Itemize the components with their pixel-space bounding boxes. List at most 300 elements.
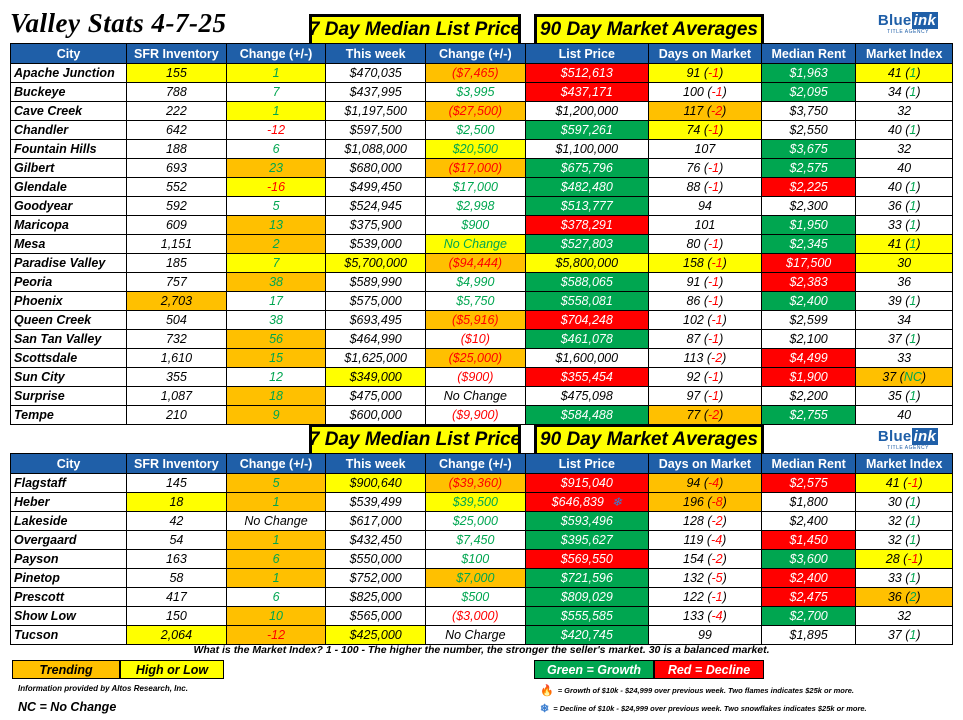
median-rent-cell: $2,300: [761, 197, 856, 216]
list-price-cell: $513,777: [525, 197, 648, 216]
price-change-cell: ($900): [426, 368, 526, 387]
table-row: [11, 493, 953, 512]
this-week-price-cell: $524,945: [326, 197, 426, 216]
price-change-cell: No Change: [426, 235, 526, 254]
price-change-cell: ($5,916): [426, 311, 526, 330]
sfr-inventory-cell: 18: [127, 493, 227, 512]
table-row: [11, 550, 953, 569]
this-week-price-cell: $375,900: [326, 216, 426, 235]
this-week-price-cell: $900,640: [326, 474, 426, 493]
list-price-cell: $597,261: [525, 121, 648, 140]
sfr-inventory-cell: 732: [127, 330, 227, 349]
days-on-market-cell: 92 (-1): [648, 368, 761, 387]
sfr-inventory-cell: 58: [127, 569, 227, 588]
sfr-inventory-cell: 1,610: [127, 349, 227, 368]
city-cell: Fountain Hills: [11, 140, 127, 159]
valley-stats-table: [10, 43, 953, 425]
days-on-market-cell: 100 (-1): [648, 83, 761, 102]
price-change-cell: No Change: [426, 387, 526, 406]
market-index-cell: 36 (2): [856, 588, 953, 607]
city-cell: Glendale: [11, 178, 127, 197]
this-week-price-cell: $575,000: [326, 292, 426, 311]
table-row: [11, 607, 953, 626]
list-price-cell: $704,248: [525, 311, 648, 330]
this-week-price-cell: $539,000: [326, 235, 426, 254]
days-on-market-cell: 91 (-1): [648, 273, 761, 292]
median-rent-cell: $2,550: [761, 121, 856, 140]
sfr-inventory-cell: 210: [127, 406, 227, 425]
column-header: List Price: [525, 454, 648, 474]
days-on-market-cell: 113 (-2): [648, 349, 761, 368]
inventory-change-cell: 23: [226, 159, 326, 178]
column-header: Change (+/-): [426, 454, 526, 474]
sfr-inventory-cell: 1,151: [127, 235, 227, 254]
inventory-change-cell: -12: [226, 626, 326, 645]
days-on-market-cell: 154 (-2): [648, 550, 761, 569]
city-cell: Maricopa: [11, 216, 127, 235]
median-rent-cell: $1,950: [761, 216, 856, 235]
price-change-cell: $39,500: [426, 493, 526, 512]
table-row: [11, 311, 953, 330]
inventory-change-cell: 5: [226, 474, 326, 493]
this-week-price-cell: $1,088,000: [326, 140, 426, 159]
median-rent-cell: $1,895: [761, 626, 856, 645]
median-rent-cell: $2,095: [761, 83, 856, 102]
sfr-inventory-cell: 150: [127, 607, 227, 626]
market-index-cell: 32: [856, 140, 953, 159]
column-header: Change (+/-): [226, 454, 326, 474]
column-header: Days on Market: [648, 454, 761, 474]
median-rent-cell: $17,500: [761, 254, 856, 273]
snowflake-icon: ❄: [540, 703, 550, 715]
price-change-cell: ($10): [426, 330, 526, 349]
market-index-cell: 30 (1): [856, 493, 953, 512]
list-price-cell: $584,488: [525, 406, 648, 425]
city-cell: Peoria: [11, 273, 127, 292]
table-row: [11, 235, 953, 254]
table-row: [11, 121, 953, 140]
inventory-change-cell: -16: [226, 178, 326, 197]
price-change-cell: ($39,360): [426, 474, 526, 493]
table-row: [11, 140, 953, 159]
city-cell: Payson: [11, 550, 127, 569]
city-cell: Flagstaff: [11, 474, 127, 493]
sfr-inventory-cell: 417: [127, 588, 227, 607]
city-cell: Lakeside: [11, 512, 127, 531]
this-week-price-cell: $464,990: [326, 330, 426, 349]
list-price-cell: $593,496: [525, 512, 648, 531]
table-row: [11, 216, 953, 235]
days-on-market-cell: 122 (-1): [648, 588, 761, 607]
trending-legend: Trending: [12, 660, 120, 679]
table-row: [11, 349, 953, 368]
median-rent-cell: $4,499: [761, 349, 856, 368]
inventory-change-cell: 1: [226, 493, 326, 512]
growth-note: 🔥 = Growth of $10k - $24,999 over previous week. Two flames indicates $25k or more.: [540, 685, 855, 697]
days-on-market-cell: 86 (-1): [648, 292, 761, 311]
sfr-inventory-cell: 42: [127, 512, 227, 531]
this-week-price-cell: $589,990: [326, 273, 426, 292]
market-index-cell: 32: [856, 102, 953, 121]
price-change-cell: $5,750: [426, 292, 526, 311]
list-price-cell: $420,745: [525, 626, 648, 645]
this-week-price-cell: $432,450: [326, 531, 426, 550]
days-on-market-cell: 128 (-2): [648, 512, 761, 531]
market-index-cell: 32: [856, 607, 953, 626]
table-row: [11, 83, 953, 102]
ninety-day-header-bottom: 90 Day Market Averages: [534, 424, 764, 456]
column-header: Change (+/-): [426, 44, 526, 64]
city-cell: Scottsdale: [11, 349, 127, 368]
days-on-market-cell: 101: [648, 216, 761, 235]
market-index-cell: 37 (1): [856, 330, 953, 349]
blue-ink-logo-bottom: Blue ink TITLE AGENCY: [877, 428, 937, 451]
list-price-cell: $915,040: [525, 474, 648, 493]
days-on-market-cell: 91 (-1): [648, 64, 761, 83]
sfr-inventory-cell: 504: [127, 311, 227, 330]
sfr-inventory-cell: 552: [127, 178, 227, 197]
market-index-cell: 34: [856, 311, 953, 330]
inventory-change-cell: 38: [226, 273, 326, 292]
city-cell: Buckeye: [11, 83, 127, 102]
table-row: [11, 254, 953, 273]
green-growth-legend: Green = Growth: [534, 660, 654, 679]
this-week-price-cell: $470,035: [326, 64, 426, 83]
days-on-market-cell: 76 (-1): [648, 159, 761, 178]
this-week-price-cell: $499,450: [326, 178, 426, 197]
price-change-cell: $500: [426, 588, 526, 607]
column-header: Median Rent: [761, 454, 856, 474]
price-change-cell: ($94,444): [426, 254, 526, 273]
seven-day-header-bottom: 7 Day Median List Price: [309, 424, 521, 456]
city-cell: Queen Creek: [11, 311, 127, 330]
table-row: [11, 273, 953, 292]
price-change-cell: $100: [426, 550, 526, 569]
this-week-price-cell: $617,000: [326, 512, 426, 531]
inventory-change-cell: 1: [226, 64, 326, 83]
list-price-cell: $646,839 ❄: [525, 493, 648, 512]
table-row: [11, 512, 953, 531]
median-rent-cell: $2,200: [761, 387, 856, 406]
inventory-change-cell: 13: [226, 216, 326, 235]
inventory-change-cell: 18: [226, 387, 326, 406]
column-header: This week: [326, 44, 426, 64]
city-cell: Overgaard: [11, 531, 127, 550]
market-index-cell: 36 (1): [856, 197, 953, 216]
list-price-cell: $588,065: [525, 273, 648, 292]
inventory-change-cell: 2: [226, 235, 326, 254]
inventory-change-cell: 6: [226, 140, 326, 159]
market-index-cell: 28 (-1): [856, 550, 953, 569]
market-index-cell: 34 (1): [856, 83, 953, 102]
sfr-inventory-cell: 693: [127, 159, 227, 178]
this-week-price-cell: $437,995: [326, 83, 426, 102]
sfr-inventory-cell: 188: [127, 140, 227, 159]
this-week-price-cell: $5,700,000: [326, 254, 426, 273]
city-cell: Sun City: [11, 368, 127, 387]
days-on-market-cell: 117 (-2): [648, 102, 761, 121]
list-price-cell: $569,550: [525, 550, 648, 569]
days-on-market-cell: 74 (-1): [648, 121, 761, 140]
table-row: [11, 64, 953, 83]
market-index-cell: 40: [856, 406, 953, 425]
column-header: SFR Inventory: [127, 44, 227, 64]
price-change-cell: ($7,465): [426, 64, 526, 83]
header-row: [11, 454, 953, 474]
median-rent-cell: $2,755: [761, 406, 856, 425]
median-rent-cell: $2,700: [761, 607, 856, 626]
median-rent-cell: $2,400: [761, 512, 856, 531]
price-change-cell: ($25,000): [426, 349, 526, 368]
inventory-change-cell: 5: [226, 197, 326, 216]
nc-legend: NC = No Change: [18, 700, 117, 714]
price-change-cell: $20,500: [426, 140, 526, 159]
market-index-cell: 35 (1): [856, 387, 953, 406]
median-rent-cell: $2,475: [761, 588, 856, 607]
high-low-legend: High or Low: [120, 660, 224, 679]
list-price-cell: $721,596: [525, 569, 648, 588]
sfr-inventory-cell: 757: [127, 273, 227, 292]
blue-ink-logo-top: Blue ink TITLE AGENCY: [877, 12, 937, 35]
list-price-cell: $461,078: [525, 330, 648, 349]
days-on-market-cell: 97 (-1): [648, 387, 761, 406]
list-price-cell: $558,081: [525, 292, 648, 311]
city-cell: Surprise: [11, 387, 127, 406]
city-cell: Apache Junction: [11, 64, 127, 83]
market-index-cell: 41 (-1): [856, 474, 953, 493]
table-row: [11, 330, 953, 349]
sfr-inventory-cell: 2,703: [127, 292, 227, 311]
column-header: List Price: [525, 44, 648, 64]
list-price-cell: $437,171: [525, 83, 648, 102]
price-change-cell: ($9,900): [426, 406, 526, 425]
list-price-cell: $1,100,000: [525, 140, 648, 159]
table-row: [11, 368, 953, 387]
median-rent-cell: $1,900: [761, 368, 856, 387]
page-title: Valley Stats 4-7-25: [10, 8, 227, 38]
table-row: [11, 102, 953, 121]
median-rent-cell: $2,400: [761, 292, 856, 311]
sfr-inventory-cell: 609: [127, 216, 227, 235]
city-cell: Tempe: [11, 406, 127, 425]
table-row: [11, 531, 953, 550]
sfr-inventory-cell: 1,087: [127, 387, 227, 406]
sfr-inventory-cell: 145: [127, 474, 227, 493]
days-on-market-cell: 102 (-1): [648, 311, 761, 330]
data-source-note: Information provided by Altos Research, Inc.: [18, 684, 188, 693]
inventory-change-cell: 1: [226, 569, 326, 588]
this-week-price-cell: $680,000: [326, 159, 426, 178]
flame-icon: 🔥: [540, 685, 554, 697]
sfr-inventory-cell: 54: [127, 531, 227, 550]
market-index-explanation: What is the Market Index? 1 - 100 - The higher the number, the stronger the seller's market. 30 is a balanced market.: [193, 644, 770, 656]
table-row: [11, 178, 953, 197]
inventory-change-cell: 56: [226, 330, 326, 349]
table-row: [11, 197, 953, 216]
sfr-inventory-cell: 355: [127, 368, 227, 387]
market-index-cell: 30: [856, 254, 953, 273]
median-rent-cell: $2,100: [761, 330, 856, 349]
table-row: [11, 474, 953, 493]
inventory-change-cell: 17: [226, 292, 326, 311]
list-price-cell: $395,627: [525, 531, 648, 550]
list-price-cell: $378,291: [525, 216, 648, 235]
days-on-market-cell: 158 (-1): [648, 254, 761, 273]
column-header: SFR Inventory: [127, 454, 227, 474]
price-change-cell: $17,000: [426, 178, 526, 197]
median-rent-cell: $2,225: [761, 178, 856, 197]
inventory-change-cell: 15: [226, 349, 326, 368]
list-price-cell: $475,098: [525, 387, 648, 406]
median-rent-cell: $2,599: [761, 311, 856, 330]
median-rent-cell: $1,450: [761, 531, 856, 550]
city-cell: Heber: [11, 493, 127, 512]
list-price-cell: $512,613: [525, 64, 648, 83]
inventory-change-cell: 9: [226, 406, 326, 425]
price-change-cell: No Charge: [426, 626, 526, 645]
this-week-price-cell: $752,000: [326, 569, 426, 588]
column-header: Change (+/-): [226, 44, 326, 64]
days-on-market-cell: 80 (-1): [648, 235, 761, 254]
header-row: [11, 44, 953, 64]
median-rent-cell: $3,750: [761, 102, 856, 121]
days-on-market-cell: 132 (-5): [648, 569, 761, 588]
price-change-cell: ($27,500): [426, 102, 526, 121]
list-price-cell: $809,029: [525, 588, 648, 607]
column-header: Market Index: [856, 454, 953, 474]
market-index-cell: 33 (1): [856, 569, 953, 588]
inventory-change-cell: 6: [226, 588, 326, 607]
table-row: [11, 387, 953, 406]
market-index-cell: 37 (NC): [856, 368, 953, 387]
city-cell: Cave Creek: [11, 102, 127, 121]
list-price-cell: $5,800,000: [525, 254, 648, 273]
market-index-cell: 33: [856, 349, 953, 368]
median-rent-cell: $1,963: [761, 64, 856, 83]
price-change-cell: $7,450: [426, 531, 526, 550]
price-change-cell: ($3,000): [426, 607, 526, 626]
column-header: Median Rent: [761, 44, 856, 64]
inventory-change-cell: 38: [226, 311, 326, 330]
price-change-cell: ($17,000): [426, 159, 526, 178]
market-index-cell: 33 (1): [856, 216, 953, 235]
this-week-price-cell: $539,499: [326, 493, 426, 512]
this-week-price-cell: $425,000: [326, 626, 426, 645]
column-header: City: [11, 44, 127, 64]
this-week-price-cell: $550,000: [326, 550, 426, 569]
price-change-cell: $7,000: [426, 569, 526, 588]
market-index-cell: 32 (1): [856, 531, 953, 550]
table-row: [11, 569, 953, 588]
table-row: [11, 292, 953, 311]
days-on-market-cell: 94 (-4): [648, 474, 761, 493]
median-rent-cell: $2,575: [761, 474, 856, 493]
city-cell: Phoenix: [11, 292, 127, 311]
city-cell: Prescott: [11, 588, 127, 607]
city-cell: Mesa: [11, 235, 127, 254]
market-index-cell: 40 (1): [856, 178, 953, 197]
market-index-cell: 41 (1): [856, 64, 953, 83]
inventory-change-cell: No Change: [226, 512, 326, 531]
list-price-cell: $527,803: [525, 235, 648, 254]
sfr-inventory-cell: 155: [127, 64, 227, 83]
table-row: [11, 626, 953, 645]
median-rent-cell: $3,675: [761, 140, 856, 159]
column-header: This week: [326, 454, 426, 474]
median-rent-cell: $2,383: [761, 273, 856, 292]
days-on-market-cell: 119 (-4): [648, 531, 761, 550]
list-price-cell: $1,200,000: [525, 102, 648, 121]
this-week-price-cell: $693,495: [326, 311, 426, 330]
city-cell: Show Low: [11, 607, 127, 626]
regional-stats-table: [10, 453, 953, 645]
days-on-market-cell: 196 (-8): [648, 493, 761, 512]
table-row: [11, 406, 953, 425]
inventory-change-cell: 1: [226, 102, 326, 121]
market-index-cell: 36: [856, 273, 953, 292]
median-rent-cell: $1,800: [761, 493, 856, 512]
inventory-change-cell: 1: [226, 531, 326, 550]
price-change-cell: $25,000: [426, 512, 526, 531]
city-cell: Paradise Valley: [11, 254, 127, 273]
inventory-change-cell: -12: [226, 121, 326, 140]
days-on-market-cell: 99: [648, 626, 761, 645]
median-rent-cell: $2,575: [761, 159, 856, 178]
this-week-price-cell: $597,500: [326, 121, 426, 140]
inventory-change-cell: 10: [226, 607, 326, 626]
inventory-change-cell: 7: [226, 83, 326, 102]
city-cell: Tucson: [11, 626, 127, 645]
median-rent-cell: $3,600: [761, 550, 856, 569]
this-week-price-cell: $600,000: [326, 406, 426, 425]
days-on-market-cell: 107: [648, 140, 761, 159]
column-header: Market Index: [856, 44, 953, 64]
sfr-inventory-cell: 642: [127, 121, 227, 140]
this-week-price-cell: $1,625,000: [326, 349, 426, 368]
seven-day-header-top: 7 Day Median List Price: [309, 14, 521, 46]
price-change-cell: $4,990: [426, 273, 526, 292]
price-change-cell: $2,500: [426, 121, 526, 140]
list-price-cell: $1,600,000: [525, 349, 648, 368]
list-price-cell: $555,585: [525, 607, 648, 626]
sfr-inventory-cell: 592: [127, 197, 227, 216]
sfr-inventory-cell: 788: [127, 83, 227, 102]
days-on-market-cell: 87 (-1): [648, 330, 761, 349]
sfr-inventory-cell: 222: [127, 102, 227, 121]
sfr-inventory-cell: 2,064: [127, 626, 227, 645]
market-index-cell: 37 (1): [856, 626, 953, 645]
list-price-cell: $355,454: [525, 368, 648, 387]
table-row: [11, 159, 953, 178]
city-cell: Goodyear: [11, 197, 127, 216]
sfr-inventory-cell: 163: [127, 550, 227, 569]
this-week-price-cell: $475,000: [326, 387, 426, 406]
city-cell: Chandler: [11, 121, 127, 140]
inventory-change-cell: 6: [226, 550, 326, 569]
median-rent-cell: $2,345: [761, 235, 856, 254]
market-index-cell: 40: [856, 159, 953, 178]
this-week-price-cell: $1,197,500: [326, 102, 426, 121]
ninety-day-header-top: 90 Day Market Averages: [534, 14, 764, 46]
city-cell: Pinetop: [11, 569, 127, 588]
red-decline-legend: Red = Decline: [654, 660, 764, 679]
this-week-price-cell: $565,000: [326, 607, 426, 626]
days-on-market-cell: 88 (-1): [648, 178, 761, 197]
price-change-cell: $2,998: [426, 197, 526, 216]
days-on-market-cell: 94: [648, 197, 761, 216]
list-price-cell: $482,480: [525, 178, 648, 197]
median-rent-cell: $2,400: [761, 569, 856, 588]
